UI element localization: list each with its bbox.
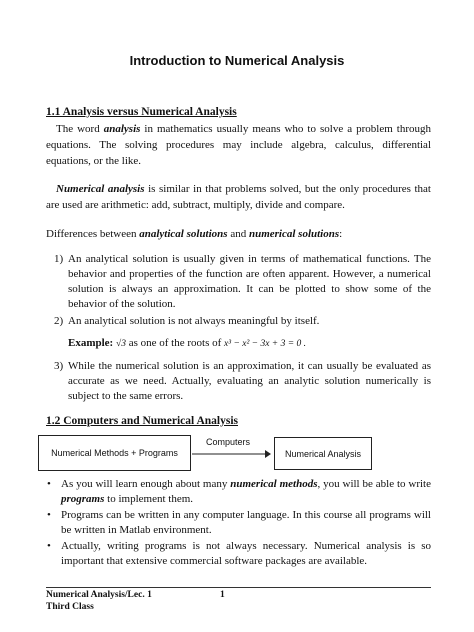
footer-class: Third Class bbox=[46, 602, 94, 612]
list-text-3: While the numerical solution is an approximation, it can usually be evaluated as accurate as we need. Actually, evaluating an analytic solution numerically is subject to the same errors. bbox=[68, 360, 431, 402]
b3-text: Actually, writing programs is not always necessary. Numerical analysis is so important that extensive commercial software packages are available. bbox=[61, 540, 431, 567]
footer-rule bbox=[46, 587, 431, 588]
bullet-item-1 bbox=[47, 477, 431, 507]
list-number-3: 3) bbox=[54, 360, 64, 372]
b1-term-methods: numerical methods bbox=[230, 478, 318, 490]
example-equation: x³ − x² − 3x + 3 = 0 . bbox=[224, 339, 307, 349]
section-heading-1: 1.1 Analysis versus Numerical Analysis bbox=[46, 106, 237, 118]
list-number-1: 1) bbox=[54, 253, 64, 265]
p3-text-e: : bbox=[339, 228, 343, 240]
list-item-2 bbox=[54, 314, 431, 329]
bullet-item-3 bbox=[47, 539, 431, 569]
b1-text-a: As you will learn enough about many bbox=[61, 478, 231, 490]
paragraph-numerical-analysis bbox=[46, 181, 431, 213]
bullet-icon: • bbox=[47, 540, 51, 552]
p2-term-numerical-analysis: Numerical analysis bbox=[56, 183, 145, 195]
diagram-box-methods-label: Numerical Methods + Programs bbox=[51, 448, 178, 458]
p1-text-c: in mathematics usually means who to solve a problem through equations. The solving procedures may include algebra, calculus, differential equations, or the like. bbox=[46, 123, 431, 167]
p2-text-b: is similar in that problems solved, but the only procedures that are used are arithmetic: add, subtract, multiply, divide and compare. bbox=[46, 183, 431, 211]
example-sqrt: √3 bbox=[115, 339, 126, 349]
p1-term-analysis: analysis bbox=[103, 123, 141, 135]
footer-course: Numerical Analysis/Lec. 1 bbox=[46, 590, 152, 600]
b1-text-c: , you will be able to write bbox=[317, 478, 431, 490]
list-item-1 bbox=[54, 252, 431, 312]
list-text-1: An analytical solution is usually given in terms of mathematical functions. The behavior and properties of the function are often apparent. However, a numerical solution is always an approximation. It can be plotted to show some of the behavior of the solution. bbox=[68, 253, 431, 310]
diagram-box-methods bbox=[38, 435, 191, 471]
list-item-3 bbox=[54, 359, 431, 404]
p3-text-a: Differences between bbox=[46, 228, 140, 240]
paragraph-analysis bbox=[46, 121, 431, 169]
document-title: Introduction to Numerical Analysis bbox=[129, 53, 345, 68]
p3-term-analytical: analytical solutions bbox=[139, 228, 228, 240]
b1-text-e: to implement them. bbox=[104, 493, 194, 505]
b1-term-programs: programs bbox=[61, 493, 105, 505]
bullet-icon: • bbox=[47, 478, 51, 490]
example-label: Example: bbox=[68, 337, 114, 349]
example-line bbox=[68, 336, 431, 352]
b2-text: Programs can be written in any computer language. In this course all programs will be written in Matlab environment. bbox=[61, 509, 431, 536]
example-text: as one of the roots of bbox=[125, 337, 225, 349]
footer-page-number: 1 bbox=[220, 590, 225, 600]
p1-text-a: The word bbox=[56, 123, 104, 135]
diagram-arrow-label: Computers bbox=[206, 437, 251, 447]
paragraph-differences bbox=[46, 226, 431, 242]
diagram-box-analysis bbox=[274, 437, 372, 470]
bullet-icon: • bbox=[47, 509, 51, 521]
section-heading-2: 1.2 Computers and Numerical Analysis bbox=[46, 415, 238, 427]
diagram-arrow-icon bbox=[192, 448, 272, 460]
list-text-2: An analytical solution is not always meaningful by itself. bbox=[68, 315, 320, 327]
p3-term-numerical: numerical solutions bbox=[248, 228, 340, 240]
bullet-item-2 bbox=[47, 508, 431, 538]
p3-text-c: and bbox=[227, 228, 249, 240]
diagram-box-analysis-label: Numerical Analysis bbox=[284, 448, 362, 459]
list-number-2: 2) bbox=[54, 315, 64, 327]
